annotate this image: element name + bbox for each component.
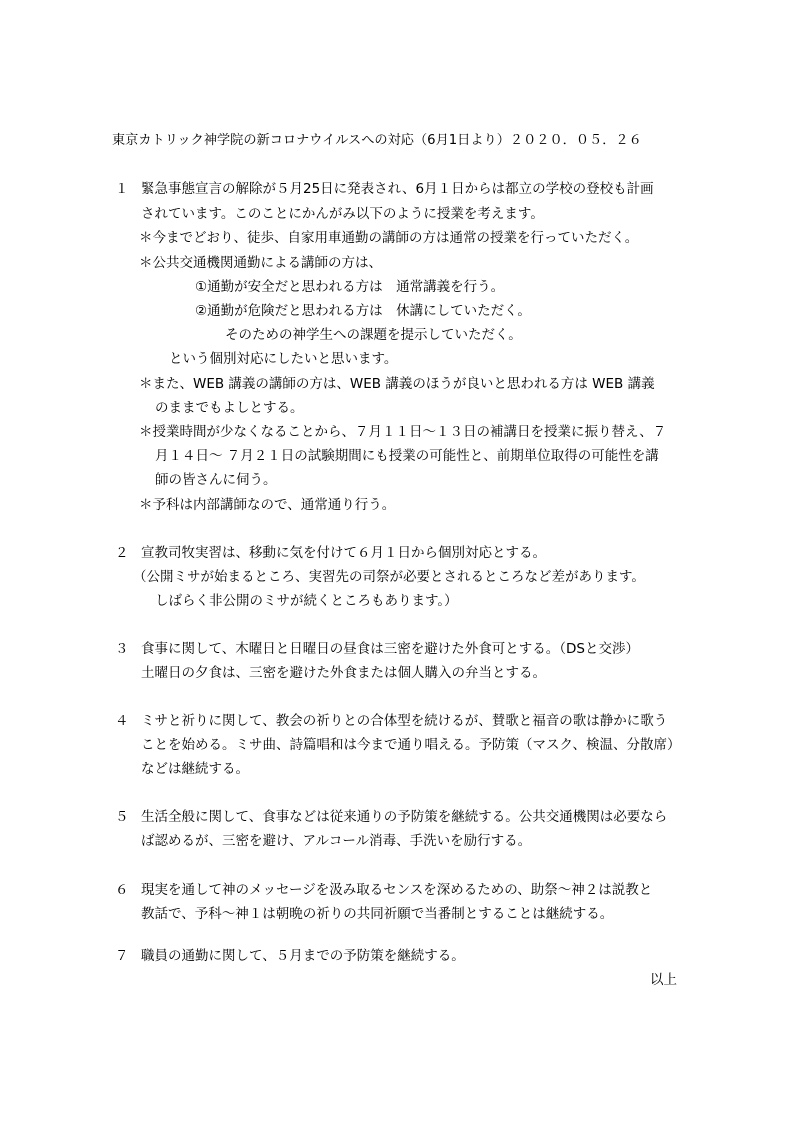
section-line: 緊急事態宣言の解除が５月25日に発表され、6月１日からは都立の学校の登校も計画 xyxy=(141,181,654,197)
document-title: 東京カトリック神学院の新コロナウイルスへの対応（6月1日より）２０２０．０５．２６ xyxy=(112,133,642,148)
section-line: ＊また、WEB 講義の講師の方は、WEB 講義のほうが良いと思われる方は WEB 講義 xyxy=(139,376,655,392)
section-number: ３ xyxy=(115,641,129,657)
section-line: 月１４日～ ７月２１日の試験期間にも授業の可能性と、前期単位取得の可能性を講 xyxy=(155,448,659,464)
section-line: 食事に関して、木曜日と日曜日の昼食は三密を避けた外食可とする。（DSと交渉） xyxy=(141,641,639,657)
section-line: されています。このことにかんがみ以下のように授業を考えます。 xyxy=(141,206,544,222)
section-line: ミサと祈りに関して、教会の祈りとの合体型を続けるが、賛歌と福音の歌は静かに歌う xyxy=(141,713,668,729)
section-line: 生活全般に関して、食事などは従来通りの予防策を継続する。公共交通機関は必要なら xyxy=(141,809,668,825)
section-number: ２ xyxy=(115,545,129,561)
section-line: ことを始める。ミサ曲、詩篇唱和は今まで通り唱える。予防策（マスク、検温、分散席） xyxy=(141,737,681,753)
section-line: という個別対応にしたいと思います。 xyxy=(169,351,398,367)
section-number: １ xyxy=(115,181,129,197)
section-line: 土曜日の夕食は、三密を避けた外食または個人購入の弁当とする。 xyxy=(141,665,546,681)
section-line: ＊予科は内部講師なので、通常通り行う。 xyxy=(139,497,396,513)
section-line: のままでもよしとする。 xyxy=(155,400,304,416)
section-line: 師の皆さんに伺う。 xyxy=(155,472,277,488)
section-number: ６ xyxy=(115,882,129,898)
section-line: （公開ミサが始まるところ、実習先の司祭が必要とされるところなど差があります。 xyxy=(133,569,645,585)
section-line: 教話で、予科～神１は朝晩の祈りの共同祈願で当番制とすることは継続する。 xyxy=(141,906,614,922)
section-line: 宣教司牧実習は、移動に気を付けて６月１日から個別対応とする。 xyxy=(141,545,546,561)
section-line: ①通勤が安全だと思われる方は 通常講義を行う。 xyxy=(195,279,505,295)
section-line: ＊授業時間が少なくなることから、７月１１日～１３日の補講日を授業に振り替え、７ xyxy=(139,424,667,440)
section-number: ４ xyxy=(115,713,129,729)
section-line: ②通勤が危険だと思われる方は 休講にしていただく。 xyxy=(195,303,531,319)
closing-text: 以上 xyxy=(650,972,677,988)
section-line: 職員の通勤に関して、５月までの予防策を継続する。 xyxy=(141,948,465,964)
section-line: しばらく非公開のミサが続くところもあります。） xyxy=(155,593,458,609)
section-line: 現実を通して神のメッセージを汲み取るセンスを深めるための、助祭～神２は説教と xyxy=(141,882,653,898)
section-number: ７ xyxy=(115,948,129,964)
section-line: ば認めるが、三密を避け、アルコール消毒、手洗いを励行する。 xyxy=(141,833,532,849)
section-line: ＊公共交通機関通勤による講師の方は、 xyxy=(139,255,382,271)
section-line: そのための神学生への課題を提示していただく。 xyxy=(225,327,522,343)
section-line: などは継続する。 xyxy=(141,761,249,777)
section-number: ５ xyxy=(115,809,129,825)
section-line: ＊今までどおり、徒歩、自家用車通勤の講師の方は通常の授業を行っていただく。 xyxy=(139,230,639,246)
